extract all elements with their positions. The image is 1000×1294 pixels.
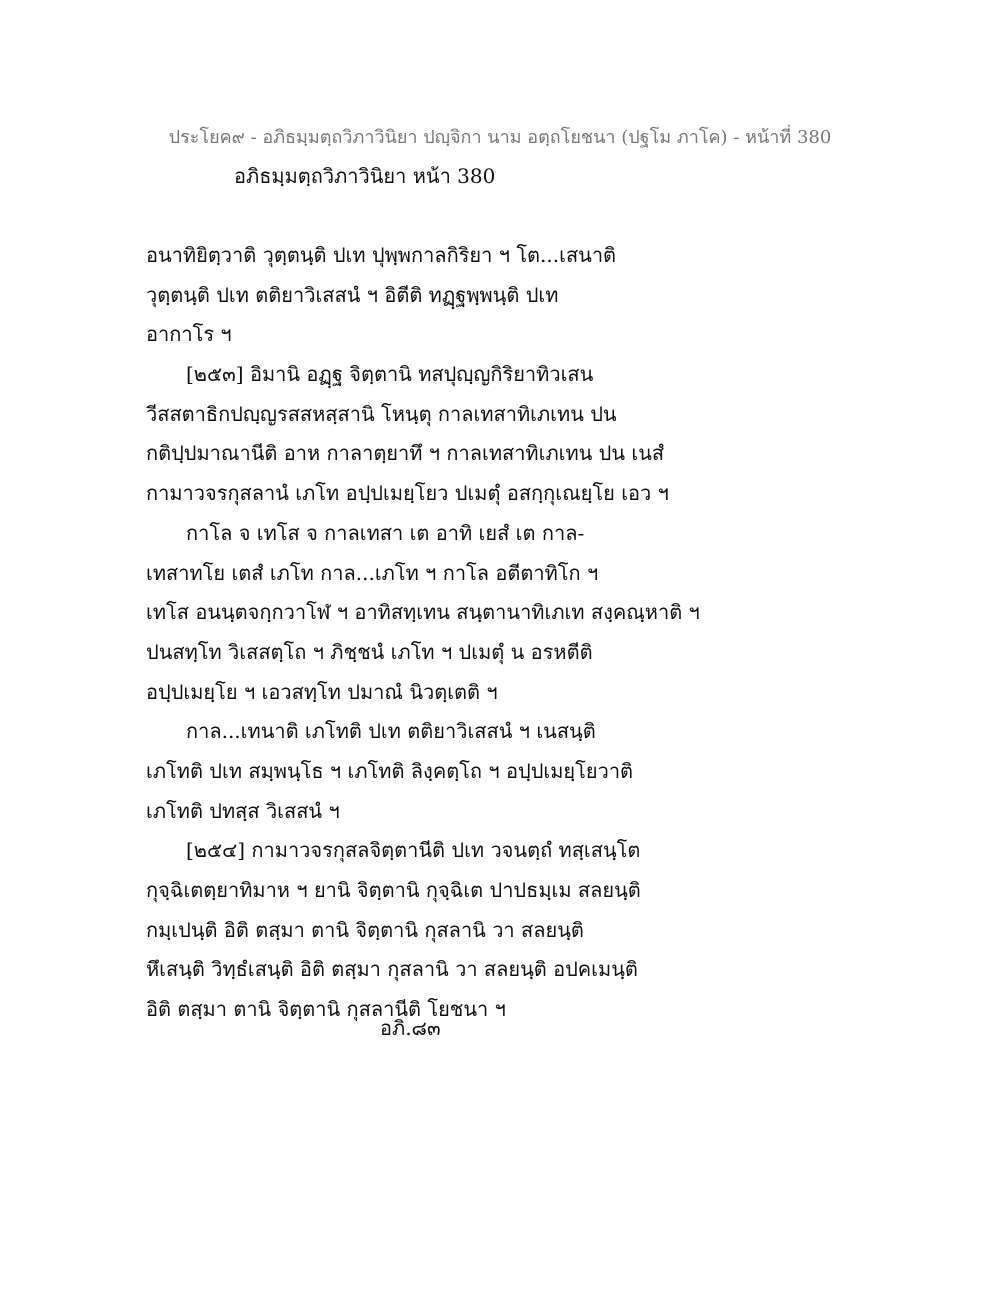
text-line: [๒๕๓] อิมานิ อฏฺฐ จิตฺตานิ ทสปุญฺญกิริยาทิวเสน	[186, 362, 594, 387]
text-line: กาล...เทนาติ เภโทติ ปเท ตติยาวิเสสนํ ฯ เนสนฺติ	[186, 719, 596, 744]
body-text	[146, 240, 866, 1034]
text-line: เภโทติ ปเท สมฺพนฺโธ ฯ เภโทติ ลิงฺคตฺโถ ฯ อปฺปเมยฺโยวาติ	[146, 758, 634, 783]
page-title: อภิธมฺมตฺถวิภาวินิยา หน้า 380	[234, 164, 496, 188]
text-line: [๒๕๔] กามาวจรกุสลจิตฺตานีติ ปเท วจนตฺถํ ทสฺเสนฺโต	[186, 838, 641, 863]
text-line: เทสาทโย เตสํ เภโท กาล...เภโท ฯ กาโล อตีตาทิโก ฯ	[146, 560, 599, 585]
text-line: หึเสนฺติ วิทฺธํเสนฺติ อิติ ตสฺมา กุสลานิ วา สลยนฺติ อปคเมนฺติ	[146, 957, 638, 982]
running-header: ประโยค๙ - อภิธมฺมตฺถวิภาวินิยา ปญฺจิกา นาม อตฺถโยชนา (ปฐโม ภาโค) - หน้าที่ 380	[168, 127, 832, 148]
text-line: อปฺปเมยฺโย ฯ เอวสทฺโท ปมาณํ นิวตฺเตติ ฯ	[146, 679, 498, 704]
text-line: เภโทติ ปทสฺส วิเสสนํ ฯ	[146, 798, 340, 823]
text-line: กติปฺปมาณานีติ อาห กาลาตฺยาทึ ฯ กาลเทสาทิเภเทน ปน เนสํ	[146, 441, 665, 466]
text-line: ปนสทฺโท วิเสสตฺโถ ฯ ภิชฺชนํ เภโท ฯ ปเมตุํ น อรหตีติ	[146, 639, 593, 664]
text-line: เทโส อนนฺตจกฺกวาโฬ ฯ อาทิสทฺเทน สนฺตานาทิเภเท สงฺคณฺหาติ ฯ	[146, 600, 700, 625]
text-line: อิติ ตสฺมา ตานิ จิตฺตานิ กุสลานีติ โยชนา ฯ	[146, 997, 506, 1022]
text-line: วุตฺตนฺติ ปเท ตติยาวิเสสนํ ฯ อิตีติ ทฏฺฐพฺพนฺติ ปเท	[146, 282, 559, 307]
footer-code: อภิ.๘๓	[380, 1016, 441, 1040]
text-line: กามาวจรกุสลานํ เภโท อปฺปเมยฺโยว ปเมตุํ อสกฺกุเณยฺโย เอว ฯ	[146, 481, 669, 506]
text-line: วีสสตาธิกปญฺญรสสหสฺสานิ โหนฺตุ กาลเทสาทิเภเทน ปน	[146, 401, 617, 426]
text-line: อนาทิยิตฺวาติ วุตฺตนฺติ ปเท ปุพฺพกาลกิริยา ฯ โต...เสนาติ	[146, 243, 617, 267]
text-line: กาโล จ เทโส จ กาลเทสา เต อาทิ เยสํ เต กาล-	[186, 520, 585, 545]
text-line: กุจฺฉิเตตฺยาทิมาห ฯ ยานิ จิตฺตานิ กุจฺฉิเต ปาปธมฺเม สลยนฺติ	[146, 878, 641, 902]
text-line: อากาโร ฯ	[146, 322, 232, 347]
text-line: กมฺเปนฺติ อิติ ตสฺมา ตานิ จิตฺตานิ กุสลานิ วา สลยนฺติ	[146, 917, 584, 942]
